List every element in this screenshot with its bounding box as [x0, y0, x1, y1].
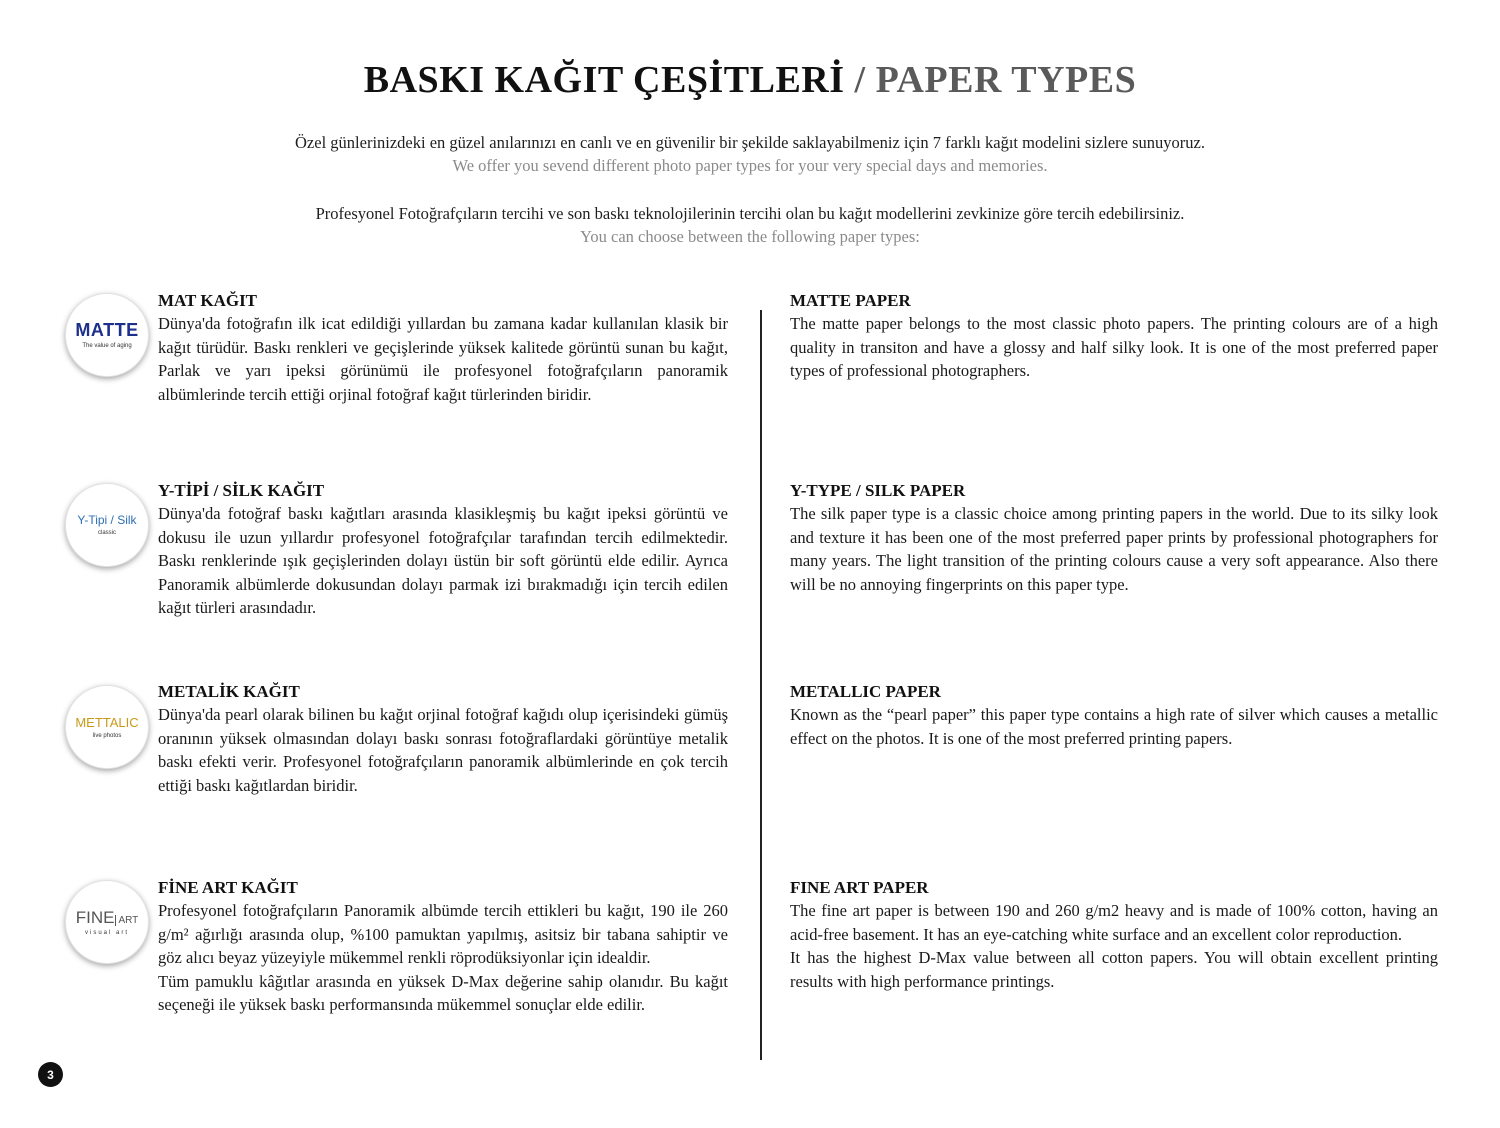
intro-line-2-english: You can choose between the following paper types: [580, 227, 920, 246]
intro-paragraph-1 [0, 131, 1500, 177]
silk-logo-text: Y-Tipi / Silk [77, 513, 137, 527]
page-number: 3 [38, 1062, 63, 1087]
silk-turkish-heading: Y-TİPİ / SİLK KAĞIT [158, 481, 325, 500]
fine-art-turkish-block [158, 877, 728, 1017]
fine-art-turkish-heading: FİNE ART KAĞIT [158, 878, 298, 897]
metallic-turkish-heading: METALİK KAĞIT [158, 682, 300, 701]
intro-line-2-turkish: Profesyonel Fotoğrafçıların tercihi ve son baskı teknolojilerinin tercihi olan bu kağıt modellerini zevkinize göre tercih edebilirsiniz. [315, 204, 1185, 223]
fine-art-logo-text [76, 909, 139, 926]
metallic-turkish-text: Dünya'da pearl olarak bilinen bu kağıt orjinal fotoğraf kağıdı olup içerisindeki gümüş oranının yüksek olmasından dolayı baskı sonrası fotoğraflardaki görüntüye metalik baskı efekti verir. Profesyonel fotoğrafçıların panoramik albümlerinde en çok tercih ettiği baskı kağıtlardan biridir. [158, 705, 728, 795]
fine-art-logo [65, 880, 149, 964]
matte-english-heading: MATTE PAPER [790, 291, 911, 310]
page-title [0, 58, 1500, 102]
matte-turkish-heading: MAT KAĞIT [158, 291, 258, 310]
metallic-english-text: Known as the “pearl paper” this paper type contains a high rate of silver which causes a metallic effect on the photos. It is one of the most preferred printing papers. [790, 705, 1438, 748]
silk-turkish-block [158, 480, 728, 620]
column-divider [760, 310, 762, 1060]
title-english: PAPER TYPES [875, 59, 1137, 101]
fine-art-english-block [790, 877, 1438, 993]
fine-art-logo-word-1: FINE [75, 907, 115, 927]
silk-turkish-text: Dünya'da fotoğraf baskı kağıtları arasında klasikleşmiş bu kağıt ipeksi görüntü ve dokusu ile uzun yıllardır profesyonel fotoğrafçılar tarafından tercih edilmektedir. Baskı renklerinde ışık geçişlerinden dolayı üstün bir soft görüntü elde edilir. Ayrıca Panoramik albümlerde dokusundan dolayı parmak izi bırakmadığı için tercih edilen kağıt türleri arasındadır. [158, 504, 728, 617]
metallic-english-block [790, 681, 1438, 750]
metallic-english-heading: METALLIC PAPER [790, 682, 941, 701]
matte-logo-text: MATTE [75, 320, 139, 340]
fine-art-logo-tagline: visual art [84, 929, 129, 936]
matte-logo-tagline: The value of aging [82, 343, 132, 349]
metallic-logo-tagline: live photos [92, 732, 122, 739]
title-separator: / [854, 59, 866, 101]
metallic-turkish-block [158, 681, 728, 797]
matte-turkish-text: Dünya'da fotoğrafın ilk icat edildiği yıllardan bu zamana kadar kullanılan klasik bir kağıt türüdür. Baskı renkleri ve geçişlerinde yüksek kalitede görüntü sunan bu kağıt, Parlak ve yarı ipeksi görünümü ile profesyonel fotoğrafçıların panoramik albümlerinde tercih ettiği orjinal fotoğraf kağıt türlerinden biridir. [158, 314, 728, 404]
silk-logo-tagline: classic [97, 530, 116, 536]
fine-art-english-text: The fine art paper is between 190 and 260 g/m2 heavy and is made of 100% cotton, having an acid-free basement. It has an eye-catching white surface and an excellent color reproduction. [790, 901, 1438, 944]
matte-english-block [790, 290, 1438, 383]
matte-logo [65, 293, 149, 377]
fine-art-english-heading: FINE ART PAPER [790, 878, 929, 897]
intro-paragraph-2 [0, 202, 1500, 248]
fine-art-turkish-text-2: Tüm pamuklu kâğıtlar arasında en yüksek D-Max değerine sahip olanıdır. Bu kağıt seçeneği ile yüksek baskı performansında mükemmel sonuçlar elde edilir. [158, 971, 728, 1014]
fine-art-turkish-text: Profesyonel fotoğrafçıların Panoramik albümde tercih ettikleri bu kağıt, 190 ile 260 g/m² ağırlığı arasında olup, %100 pamuktan yapılmış, asitsiz bir tabana sahiptir ve göz alıcı beyaz yüzeyiyle mükemmel renkli röprodüksiyonlar için idealdir. [158, 901, 728, 967]
metallic-logo [65, 685, 149, 769]
fine-art-english-text-2: It has the highest D-Max value between all cotton papers. You will obtain excellent printing results with high performance printings. [790, 948, 1438, 991]
silk-english-heading: Y-TYPE / SILK PAPER [790, 481, 966, 500]
silk-logo [65, 483, 149, 567]
matte-english-text: The matte paper belongs to the most classic photo papers. The printing colours are of a high quality in transiton and have a glossy and half silky look. It is one of the most preferred paper types of professional photographers. [790, 314, 1438, 380]
fine-art-logo-word-2: ART [115, 915, 138, 926]
intro-line-1-english: We offer you sevend different photo paper types for your very special days and memories. [452, 156, 1048, 175]
title-turkish: BASKI KAĞIT ÇEŞİTLERİ [363, 59, 845, 101]
silk-english-text: The silk paper type is a classic choice among printing papers in the world. Due to its silky look and texture it has been one of the most preferred paper prints by professional photographers for many years. The light transition of the printing colours cause a very soft appearance. Also there will be no annoying fingerprints on this paper type. [790, 504, 1438, 594]
metallic-logo-text: METTALIC [75, 714, 139, 730]
matte-turkish-block [158, 290, 728, 406]
intro-line-1-turkish: Özel günlerinizdeki en güzel anılarınızı en canlı ve en güvenilir bir şekilde saklayabilmeniz için 7 farklı kağıt modelini sizlere sunuyoruz. [295, 133, 1205, 152]
silk-english-block [790, 480, 1438, 596]
